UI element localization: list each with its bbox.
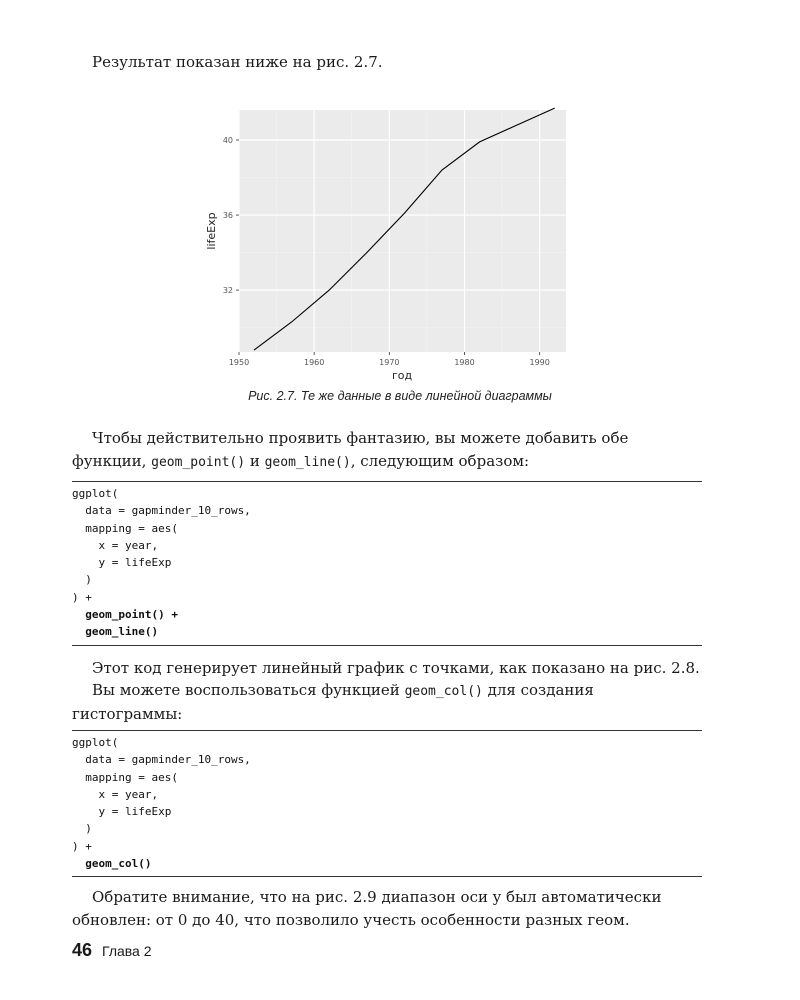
line-chart	[195, 100, 575, 390]
x-tick-label: 1950	[228, 358, 250, 367]
code-line: geom_col()	[72, 857, 152, 871]
y-axis-label: lifeExp	[205, 212, 218, 250]
code-line: mapping = aes(	[72, 521, 178, 535]
paragraph-text: Чтобы действительно проявить фантазию, вы можете добавить обе функции,	[72, 429, 629, 470]
inline-code-geom-point: geom_point()	[151, 455, 246, 470]
y-tick-label: 40	[222, 136, 233, 146]
code-line: ) +	[72, 839, 92, 853]
code-line: x = year,	[72, 538, 159, 552]
paragraph-text: , следующим образом:	[350, 452, 530, 470]
code-line: )	[72, 822, 92, 836]
code-line: geom_point() +	[72, 608, 178, 622]
code-line: ) +	[72, 590, 92, 604]
paragraph-text: Вы можете воспользоваться функцией	[92, 681, 405, 699]
y-tick-label: 32	[222, 286, 233, 296]
code-block-1	[72, 481, 702, 646]
paragraph-geom-both	[72, 427, 702, 474]
paragraph-axis-note: Обратите внимание, что на рис. 2.9 диапазон оси y был автоматически обновлен: от 0 до 40, что позволило учесть особенности разных геом.	[72, 888, 662, 929]
paragraph-text: для создания гистограммы:	[72, 681, 594, 723]
code-line: data = gapminder_10_rows,	[72, 504, 251, 518]
page-number: 46	[72, 940, 93, 960]
code-line: y = lifeExp	[72, 805, 172, 819]
code-line: ggplot(	[72, 487, 119, 500]
code-line: )	[72, 573, 92, 587]
x-tick-label: 1970	[379, 358, 400, 367]
x-tick-label: 1960	[303, 358, 325, 367]
x-tick-label: 1980	[454, 358, 475, 367]
y-axis-ticks	[223, 136, 239, 295]
code-line: ggplot(	[72, 736, 119, 749]
paragraph-text: и	[245, 452, 265, 470]
x-tick-label: 1990	[529, 358, 550, 367]
chapter-label: Глава 2	[102, 943, 152, 959]
x-axis-ticks	[229, 352, 550, 367]
intro-paragraph: Результат показан ниже на рис. 2.7.	[92, 53, 383, 71]
plot-panel	[239, 110, 566, 352]
x-axis-label: год	[391, 369, 413, 382]
page-footer	[72, 940, 152, 961]
figure-caption: Рис. 2.7. Те же данные в виде линейной диаграммы	[248, 389, 552, 403]
paragraph-line-points: Этот код генерирует линейный график с точками, как показано на рис. 2.8.	[92, 659, 700, 677]
inline-code-geom-col: geom_col()	[404, 684, 483, 699]
paragraph-geom-col	[72, 679, 702, 726]
code-line: mapping = aes(	[72, 770, 178, 784]
code-line: geom_line()	[72, 625, 159, 639]
y-tick-label: 36	[222, 211, 233, 221]
inline-code-geom-line: geom_line()	[264, 455, 351, 470]
code-line: x = year,	[72, 787, 159, 801]
code-line: data = gapminder_10_rows,	[72, 753, 251, 767]
code-block-2	[72, 730, 702, 877]
code-line: y = lifeExp	[72, 556, 172, 570]
